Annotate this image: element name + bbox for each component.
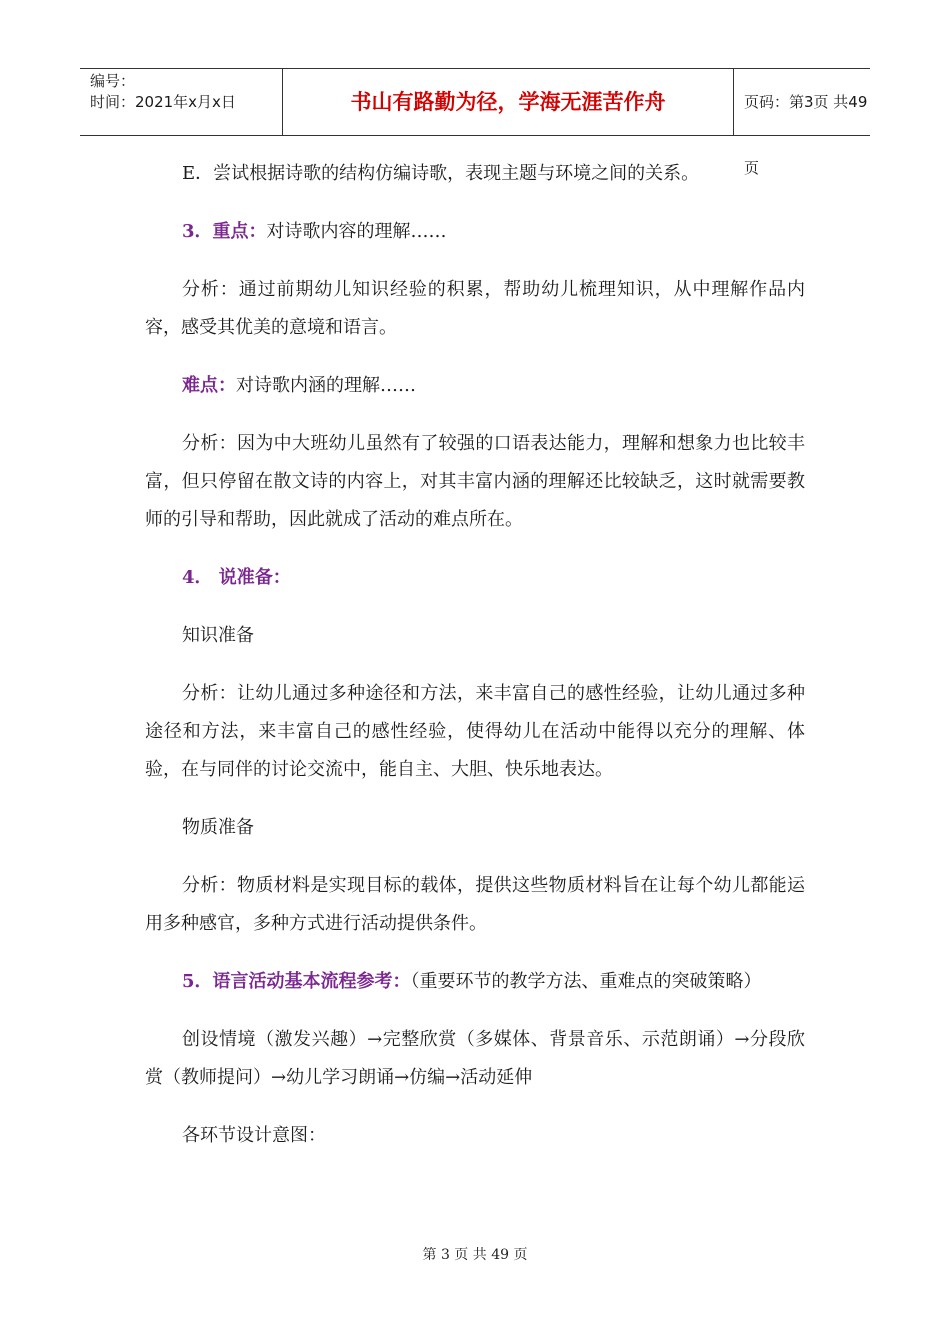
paragraph-difficulty-analysis: 分析：因为中大班幼儿虽然有了较强的口语表达能力，理解和想象力也比较丰富，但只停留在散文诗的内容上，对其丰富内涵的理解还比较缺乏，这时就需要教师的引导和帮助，因此就成了活动的难点所在。 (145, 433, 805, 530)
paragraph-flow-steps: 创设情境（激发兴趣）→完整欣赏（多媒体、背景音乐、示范朗诵）→分段欣赏（教师提问）→幼儿学习朗诵→仿编→活动延伸 (145, 1029, 805, 1088)
header-motto: 书山有路勤为径，学海无涯苦作舟 (282, 69, 734, 135)
paragraph-key-point (145, 213, 805, 251)
document-number-label: 编号： (90, 72, 136, 90)
paragraph-design-intent: 各环节设计意图： (182, 1125, 326, 1146)
paragraph-knowledge-prep: 知识准备 (182, 625, 254, 646)
paragraph-material-prep: 物质准备 (182, 817, 254, 838)
key-point-heading: 3．重点： (182, 221, 267, 242)
paragraph-difficulty (145, 367, 805, 405)
paragraph-material-analysis: 分析：物质材料是实现目标的载体，提供这些物质材料旨在让每个幼儿都能运用多种感官，多种方式进行活动提供条件。 (145, 875, 805, 934)
paragraph-knowledge-analysis: 分析：让幼儿通过多种途径和方法，来丰富自己的感性经验，让幼儿通过多种途径和方法，来丰富自己的感性经验，使得幼儿在活动中能得以充分的理解、体验，在与同伴的讨论交流中，能自主、大胆、快乐地表达。 (145, 683, 805, 780)
header-left-cell (80, 69, 282, 135)
paragraph-key-point-analysis: 分析：通过前期幼儿知识经验的积累，帮助幼儿梳理知识，从中理解作品内容，感受其优美的意境和语言。 (145, 279, 805, 338)
section-heading-preparation: 4． 说准备： (182, 567, 291, 588)
document-body (145, 155, 805, 1175)
flow-heading-note: （重要环节的教学方法、重难点的突破策略） (410, 971, 762, 992)
paragraph-objective-e: E．尝试根据诗歌的结构仿编诗歌，表现主题与环境之间的关系。 (182, 163, 700, 184)
flow-heading: 5．语言活动基本流程参考： (182, 971, 411, 992)
difficulty-heading: 难点： (182, 375, 236, 396)
page-footer: 第 3 页 共 49 页 (422, 1247, 528, 1263)
header-page-label: 页码：第3页 共49页 (744, 93, 868, 177)
key-point-text: 对诗歌内容的理解…… (266, 221, 447, 242)
document-time-label: 时间：2021年x月x日 (90, 93, 236, 111)
difficulty-text: 对诗歌内涵的理解…… (236, 375, 416, 396)
paragraph-flow-heading (145, 963, 805, 1001)
